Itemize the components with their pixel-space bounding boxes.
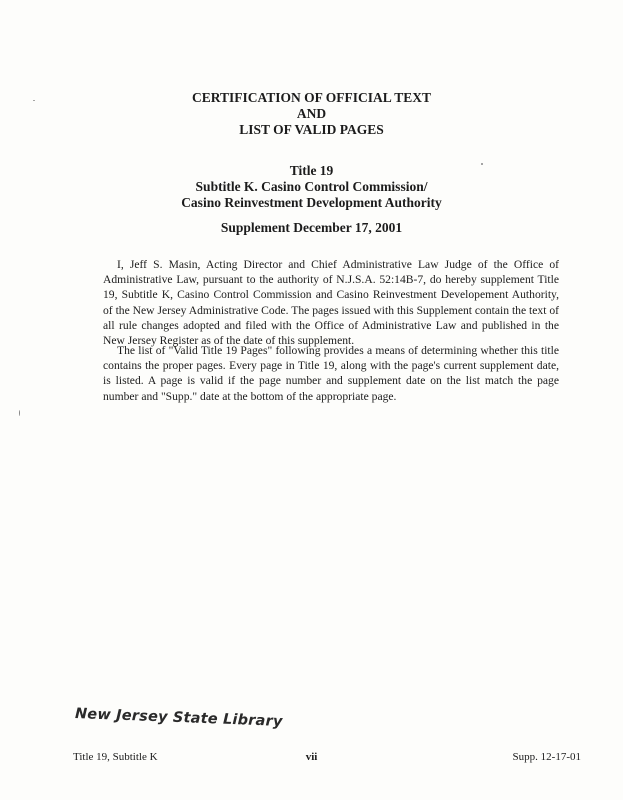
paragraph-text: I, Jeff S. Masin, Acting Director and Chief Administrative Law Judge of the Office of Administrative Law, pursuant to the authority of N.J.S.A. 52:14B-7, do hereby supplement Title 19, Subtitle K, Casino Control Commission and Casino Reinvestment Developement Authority, of the New Jersey Administrative Code. The pages issued with this Supplement contain the text of all rule changes adopted and filed with the Office of Administrative Law and published in the New Jersey Register as of the date of this supplement. (103, 258, 559, 348)
paragraph-text: The list of "Valid Title 19 Pages" following provides a means of determining whether this title contains the proper pages. Every page in Title 19, along with the page's current supplement date, is listed. A page is valid if the page number and supplement date on the list match the page number and "Supp." date at the bottom of the appropriate page. (103, 344, 559, 403)
page-number: vii (305, 751, 318, 763)
scan-speck (19, 410, 20, 416)
library-stamp: New Jersey State Library (74, 706, 283, 730)
title-block (0, 163, 623, 211)
certification-line-1: CERTIFICATION OF OFFICIAL TEXT (192, 90, 431, 105)
scan-speck (481, 163, 483, 165)
certification-paragraph (103, 257, 559, 348)
certification-heading (0, 90, 623, 138)
subtitle-line-2: Casino Reinvestment Development Authority (181, 195, 442, 210)
valid-pages-paragraph (103, 343, 559, 404)
certification-line-3: LIST OF VALID PAGES (239, 122, 384, 137)
supplement-date-text: Supplement December 17, 2001 (220, 220, 403, 235)
footer-title: Title 19, Subtitle K (73, 751, 158, 763)
footer-supplement: Supp. 12-17-01 (512, 751, 581, 763)
certification-line-2: AND (296, 106, 327, 121)
title: Title 19 (289, 163, 334, 178)
scan-speck (33, 100, 35, 101)
subtitle-line-1: Subtitle K. Casino Control Commission/ (195, 179, 428, 194)
supplement-date (0, 220, 623, 236)
